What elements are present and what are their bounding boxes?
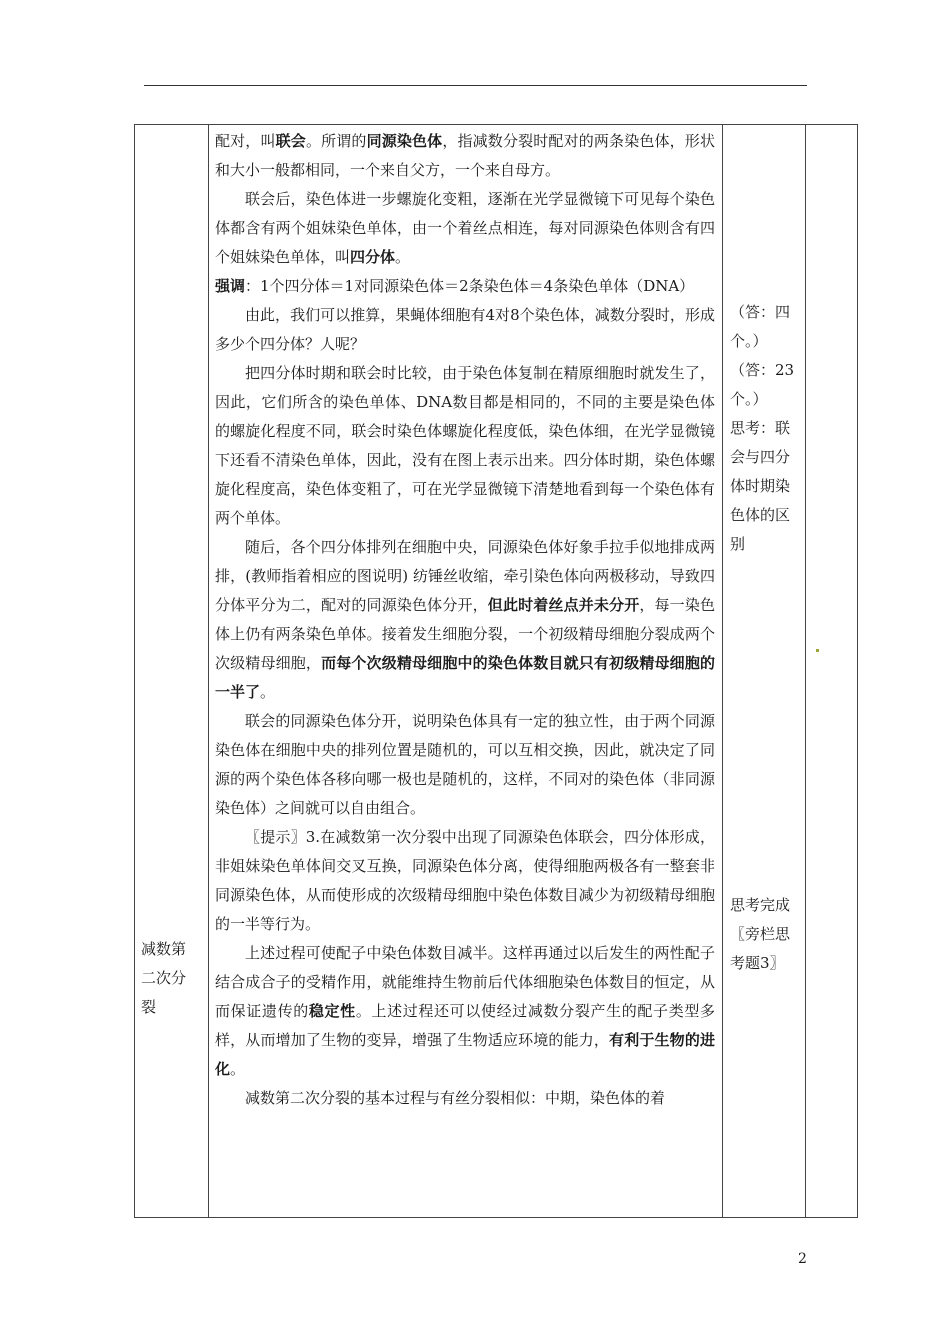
answer-human: （答：23个。） [730, 361, 795, 408]
paragraph-significance: 上述过程可使配子中染色体数目减半。这样再通过以后发生的两性配子结合成合子的受精作用，就能维持生物前后代体细胞染色体数目的恒定，从而保证遗传的稳定性。上述过程还可以使经过减数分裂产生的配子类型多样，从而增加了生物的变异，增强了生物适应环境的能力，有利于生物的进化。 [215, 944, 715, 1078]
paragraph-comparison: 把四分体时期和联会时比较，由于染色体复制在精原细胞时就发生了，因此，它们所含的染色单体、DNA数目都是相同的，不同的主要是染色体的螺旋化程度不同，联会时染色体螺旋化程度低，染色体细，在光学显微镜下还看不清染色单体，因此，没有在图上表示出来。四分体时期，染色体螺旋化程度高，染色体变粗了，可在光学显微镜下清楚地看到每一个染色体有两个单体。 [215, 364, 715, 527]
think-note: 思考：联会与四分体时期染色体的区别 [730, 419, 791, 553]
column-divider [208, 125, 209, 1217]
answer-fruitfly: （答：四个。） [730, 303, 791, 350]
paragraph-synapsis: 配对，叫联会。所谓的同源染色体，指减数分裂时配对的两条染色体，形状和大小一般都相同，一个来自父方，一个来自母方。 [215, 132, 715, 179]
paragraph-hint: 〖提示〗3.在减数第一次分裂中出现了同源染色体联会，四分体形成，非姐妹染色单体间交叉互换，同源染色体分离，使得细胞两极各有一整套非同源染色体，从而使形成的次级精母细胞中染色体数目减少为初级精母细胞的一半等行为。 [215, 828, 715, 933]
think-task: 思考完成〖旁栏思考题3〗 [730, 896, 791, 972]
teaching-content [215, 127, 715, 1113]
paragraph-emphasis: 强调：1个四分体＝1对同源染色体＝2条染色体＝4条染色单体（DNA） [215, 277, 695, 295]
lesson-table [134, 124, 858, 1218]
column-divider [805, 125, 806, 1217]
side-notes-answers [730, 298, 804, 559]
section-label: 减数第 二次分 裂 [141, 940, 187, 1016]
paragraph-separation: 随后，各个四分体排列在细胞中央，同源染色体好象手拉手似地排成两排，(教师指着相应的图说明) 纺锤丝收缩，牵引染色体向两极移动，导致四分体平分为二，配对的同源染色体分开，但此时着丝点并未分开，每一染色体上仍有两条染色单体。接着发生细胞分裂，一个初级精母细胞分裂成两个次级精母细胞，而每个次级精母细胞中的染色体数目就只有初级精母细胞的一半了。 [215, 538, 715, 701]
paragraph-independence: 联会的同源染色体分开，说明染色体具有一定的独立性，由于两个同源染色体在细胞中央的排列位置是随机的，可以互相交换，因此，就决定了同源的两个染色体各移向哪一极也是随机的，这样，不同对的染色体（非同源染色体）之间就可以自由组合。 [215, 712, 715, 817]
page-number: 2 [798, 1251, 807, 1267]
paragraph-tetrad: 联会后，染色体进一步螺旋化变粗，逐渐在光学显微镜下可见每个染色体都含有两个姐妹染色单体，由一个着丝点相连，每对同源染色体则含有四个姐妹染色单体，叫四分体。 [215, 190, 715, 266]
column-divider [722, 125, 723, 1217]
paragraph-meiosis-ii: 减数第二次分裂的基本过程与有丝分裂相似：中期，染色体的着 [245, 1089, 666, 1107]
paragraph-question: 由此，我们可以推算，果蝇体细胞有4对8个染色体，减数分裂时，形成多少个四分体？人呢？ [215, 306, 715, 353]
side-notes-task [730, 891, 804, 978]
header-rule [144, 85, 807, 86]
decorative-dot [816, 649, 819, 652]
